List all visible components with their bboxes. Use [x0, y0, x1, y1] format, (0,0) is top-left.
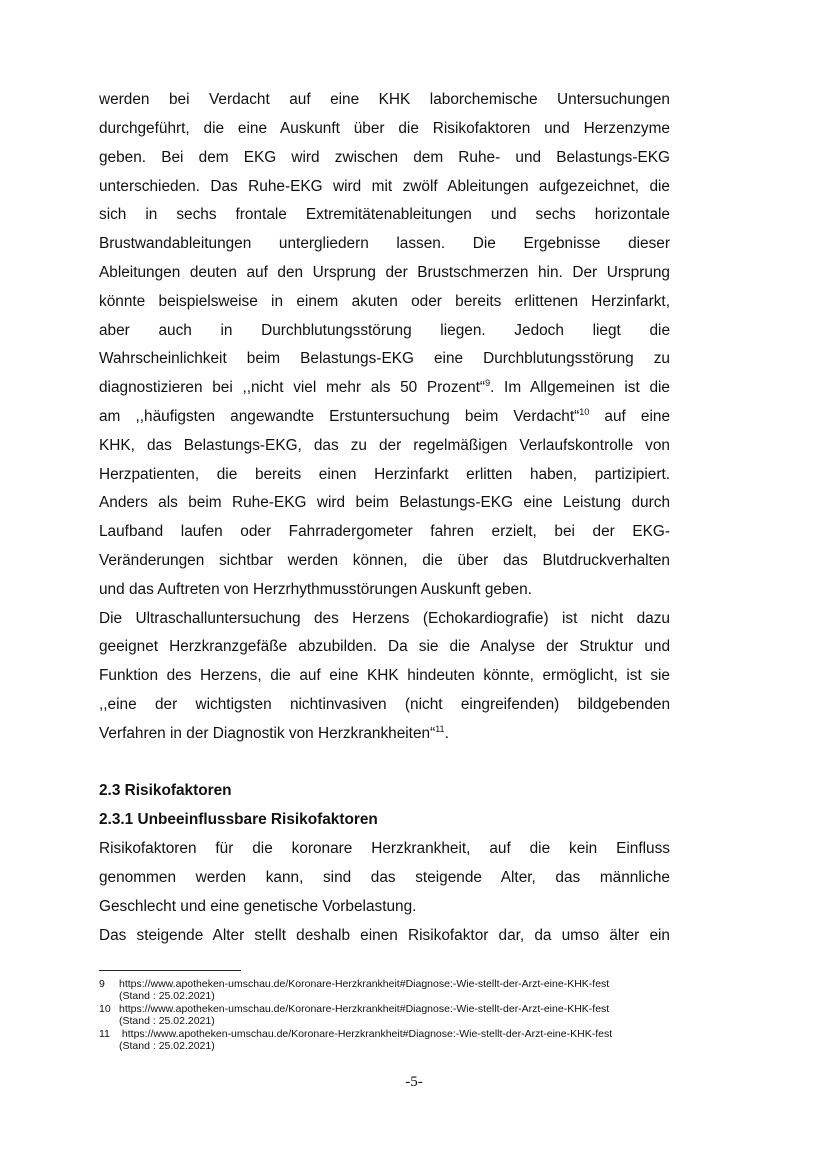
body-line: werden bei Verdacht auf eine KHK laborchemische Untersuchungen: [99, 91, 670, 108]
footnote-number: 9: [99, 978, 105, 990]
body-line: Wahrscheinlichkeit beim Belastungs-EKG eine Durchblutungsstörung zu: [99, 350, 670, 367]
body-line: Veränderungen sichtbar werden können, die über das Blutdruckverhalten: [99, 552, 670, 569]
body-line: durchgeführt, die eine Auskunft über die Risikofaktoren und Herzenzyme: [99, 120, 670, 137]
body-line: unterschieden. Das Ruhe-EKG wird mit zwölf Ableitungen aufgezeichnet, die: [99, 178, 670, 195]
footnote-link[interactable]: https://www.apotheken-umschau.de/Koronare-Herzkrankheit#Diagnose:-Wie-stellt-der-Arzt-eine-KHK-fest: [119, 978, 610, 990]
body-line: Brustwandableitungen untergliedern lassen. Die Ergebnisse dieser: [99, 235, 670, 252]
body-line: ,,eine der wichtigsten nichtinvasiven (nicht eingreifenden) bildgebenden: [99, 696, 670, 713]
body-line: könnte beispielsweise in einem akuten oder bereits erlittenen Herzinfarkt,: [99, 293, 670, 310]
page-number: -5-: [405, 1074, 423, 1090]
line-text: auf eine: [589, 408, 671, 425]
footnote-ref-10[interactable]: 10: [579, 407, 590, 417]
line-text: diagnostizieren bei ,,nicht viel mehr als 50 Prozent“: [99, 379, 486, 396]
footnote-link[interactable]: https://www.apotheken-umschau.de/Koronare-Herzkrankheit#Diagnose:-Wie-stellt-der-Arzt-eine-KHK-fest: [119, 1028, 613, 1040]
body-line: Geschlecht und eine genetische Vorbelastung.: [99, 898, 417, 915]
line-text: am ,,häufigsten angewandte Erstuntersuchung beim Verdacht“: [99, 408, 580, 425]
body-line: Die Ultraschalluntersuchung des Herzens (Echokardiografie) ist nicht dazu: [99, 610, 670, 627]
footnote-number: 10: [99, 1003, 111, 1015]
body-line: Funktion des Herzens, die auf eine KHK hindeuten könnte, ermöglicht, ist sie: [99, 667, 670, 684]
footnote-number: 11: [99, 1028, 110, 1040]
footnote-11: [99, 1028, 613, 1052]
body-line: Herzpatienten, die bereits einen Herzinfarkt erlitten haben, partizipiert.: [99, 466, 670, 483]
footnote-date: (Stand : 25.02.2021): [119, 1040, 215, 1052]
body-line: Anders als beim Ruhe-EKG wird beim Belastungs-EKG eine Leistung durch: [99, 494, 670, 511]
line-text: Verfahren in der Diagnostik von Herzkrankheiten“: [99, 725, 436, 742]
section-heading: 2.3 Risikofaktoren: [99, 782, 232, 799]
body-line: geeignet Herzkranzgefäße abzubilden. Da sie die Analyse der Struktur und: [99, 638, 670, 655]
footnote-separator: [99, 970, 241, 971]
footnote-9: [99, 978, 610, 1002]
footnote-10: [99, 1003, 610, 1027]
footnote-ref-11[interactable]: 11: [435, 724, 445, 734]
line-text: . Im Allgemeinen ist die: [490, 379, 670, 396]
body-line-with-footnote: [99, 724, 670, 744]
body-line: genommen werden kann, sind das steigende Alter, das männliche: [99, 869, 670, 886]
body-line-with-footnote: [99, 378, 670, 398]
line-text: .: [444, 725, 449, 742]
footnote-ref-9[interactable]: 9: [485, 378, 491, 388]
footnote-date: (Stand : 25.02.2021): [119, 990, 215, 1002]
body-line: Ableitungen deuten auf den Ursprung der Brustschmerzen hin. Der Ursprung: [99, 264, 670, 281]
body-line: und das Auftreten von Herzrhythmusstörungen Auskunft geben.: [99, 581, 532, 598]
subsection-heading: 2.3.1 Unbeeinflussbare Risikofaktoren: [99, 811, 378, 828]
footnote-link[interactable]: https://www.apotheken-umschau.de/Koronare-Herzkrankheit#Diagnose:-Wie-stellt-der-Arzt-eine-KHK-fest: [119, 1003, 610, 1015]
footnote-date: (Stand : 25.02.2021): [119, 1015, 215, 1027]
body-line: geben. Bei dem EKG wird zwischen dem Ruhe- und Belastungs-EKG: [99, 149, 670, 166]
body-line: Risikofaktoren für die koronare Herzkrankheit, auf die kein Einfluss: [99, 840, 670, 857]
body-line: Laufband laufen oder Fahrradergometer fahren erzielt, bei der EKG-: [99, 523, 670, 540]
body-line: aber auch in Durchblutungsstörung liegen. Jedoch liegt die: [99, 322, 670, 339]
body-line-with-footnote: [99, 407, 670, 427]
body-line: Das steigende Alter stellt deshalb einen Risikofaktor dar, da umso älter ein: [99, 927, 670, 944]
body-line: sich in sechs frontale Extremitätenableitungen und sechs horizontale: [99, 206, 670, 223]
body-line: KHK, das Belastungs-EKG, das zu der regelmäßigen Verlaufskontrolle von: [99, 437, 670, 454]
